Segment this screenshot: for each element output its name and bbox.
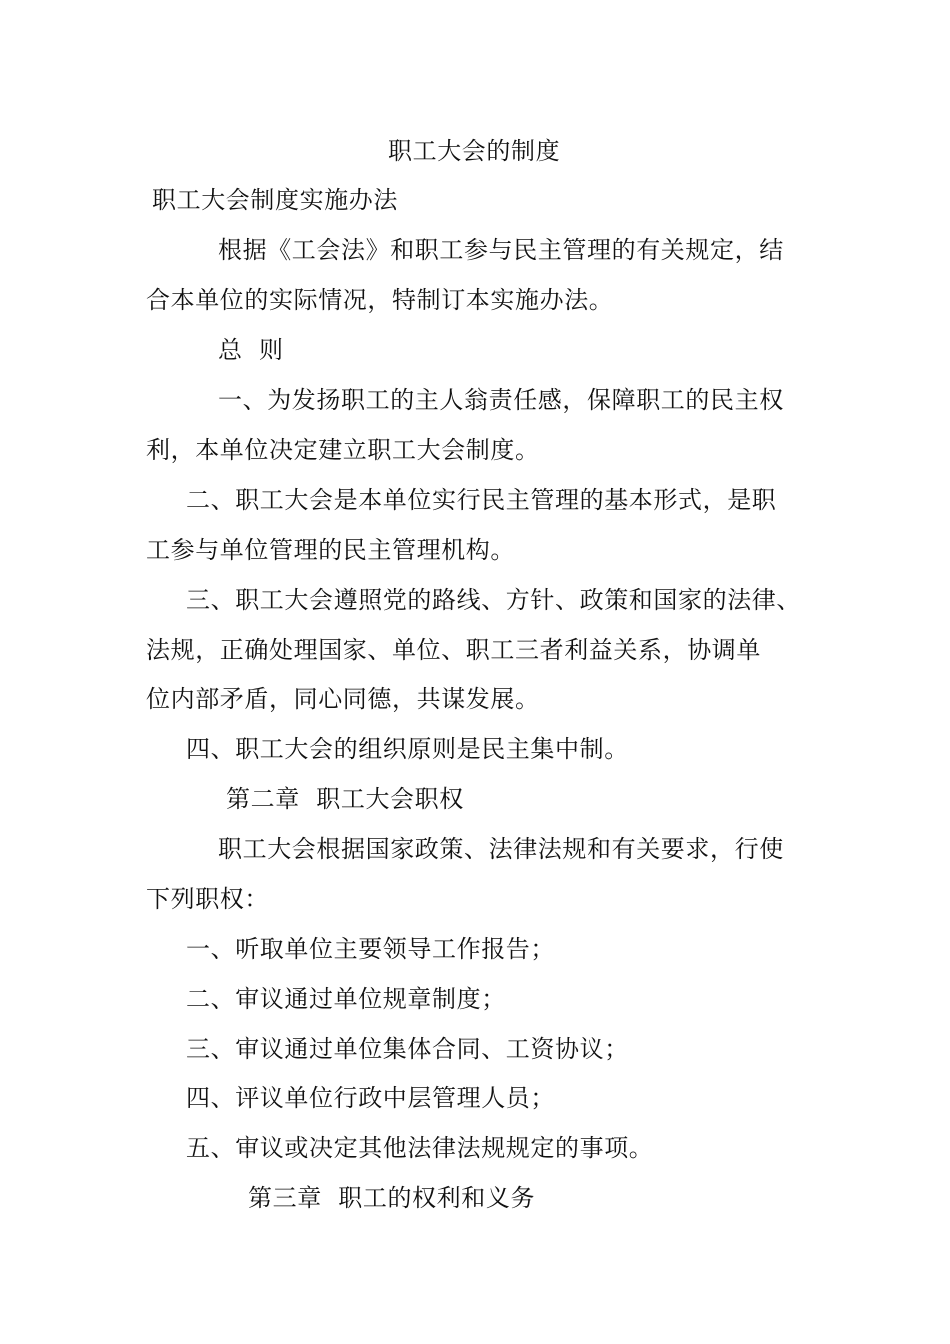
section-heading-general: 总 则 (218, 336, 284, 364)
paragraph-line: 二、职工大会是本单位实行民主管理的基本形式，是职 (186, 486, 777, 514)
paragraph-line: 职工大会根据国家政策、法律法规和有关要求，行使 (218, 835, 784, 863)
paragraph-line: 根据《工会法》和职工参与民主管理的有关规定，结 (218, 236, 784, 264)
paragraph-line: 法规，正确处理国家、单位、职工三者利益关系，协调单 (146, 636, 761, 664)
chapter-heading: 第二章 职工大会职权 (226, 785, 464, 813)
list-item: 一、听取单位主要领导工作报告； (186, 935, 555, 963)
paragraph-line: 利，本单位决定建立职工大会制度。 (146, 436, 540, 464)
list-item: 二、审议通过单位规章制度； (186, 985, 506, 1013)
paragraph-line: 下列职权： (146, 885, 269, 913)
paragraph-line: 四、职工大会的组织原则是民主集中制。 (186, 735, 629, 763)
paragraph-line: 三、职工大会遵照党的路线、方针、政策和国家的法律、 (186, 586, 801, 614)
document-title: 职工大会的制度 (388, 137, 561, 165)
paragraph-line: 一、为发扬职工的主人翁责任感，保障职工的民主权 (218, 386, 784, 414)
paragraph-line: 合本单位的实际情况，特制订本实施办法。 (146, 286, 614, 314)
list-item: 四、评议单位行政中层管理人员； (186, 1084, 555, 1112)
document-subtitle: 职工大会制度实施办法 (152, 186, 398, 214)
list-item: 三、审议通过单位集体合同、工资协议； (186, 1035, 629, 1063)
chapter-heading: 第三章 职工的权利和义务 (248, 1184, 536, 1212)
list-item: 五、审议或决定其他法律法规规定的事项。 (186, 1134, 654, 1162)
paragraph-line: 工参与单位管理的民主管理机构。 (146, 536, 515, 564)
paragraph-line: 位内部矛盾，同心同德，共谋发展。 (146, 685, 540, 713)
